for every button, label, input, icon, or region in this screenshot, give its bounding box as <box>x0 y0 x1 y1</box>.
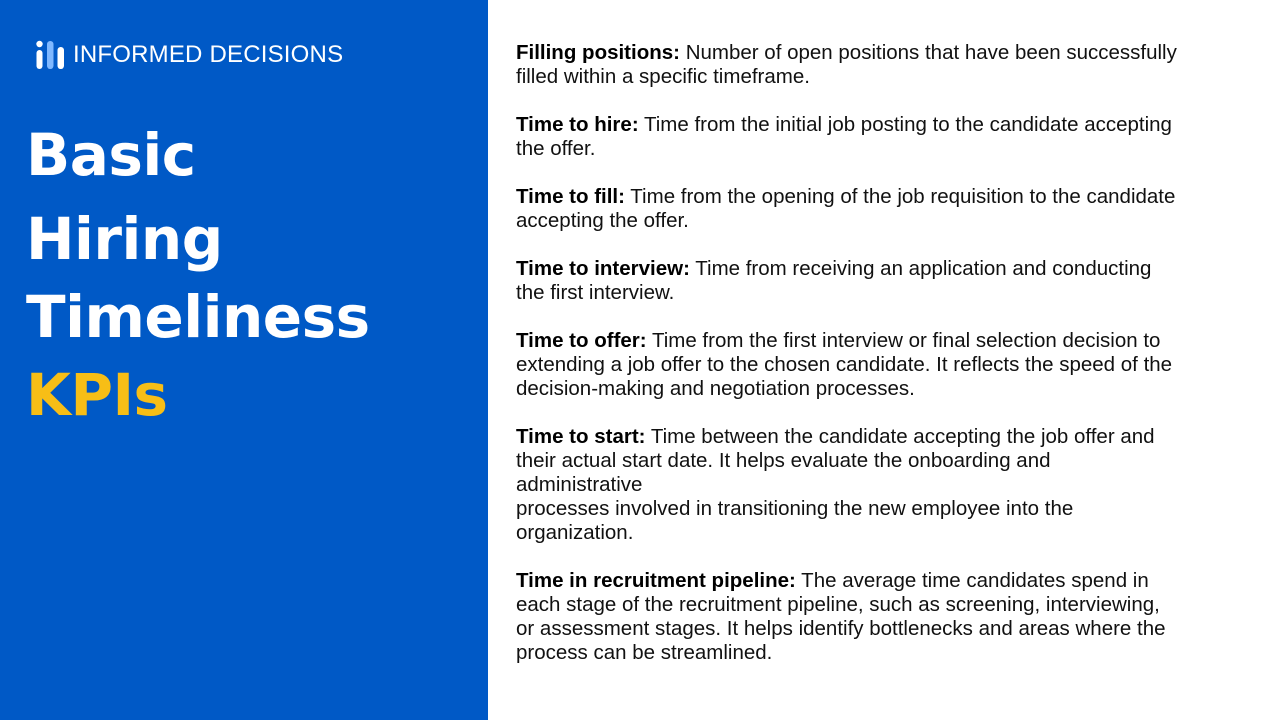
kpi-term: Time to interview: <box>516 257 690 280</box>
kpi-item <box>516 185 1256 233</box>
kpi-line <box>516 521 1256 545</box>
title-line-basic: Basic <box>26 121 196 189</box>
slide-title <box>26 121 370 429</box>
kpi-line <box>516 329 1256 353</box>
kpi-description-text: accepting the offer. <box>516 209 689 232</box>
kpi-item <box>516 257 1256 305</box>
kpi-line <box>516 641 1256 665</box>
kpi-line <box>516 497 1256 521</box>
kpi-description-text: Number of open positions that have been successfully <box>685 41 1177 64</box>
brand-name: INFORMED DECISIONS <box>73 41 344 68</box>
title-line-hiring: Hiring <box>26 205 223 273</box>
kpi-line <box>516 185 1256 209</box>
kpi-description-text: each stage of the recruitment pipeline, such as screening, interviewing, <box>516 593 1160 616</box>
title-panel <box>0 0 488 720</box>
title-line-kpis: KPIs <box>26 361 168 429</box>
kpi-item <box>516 329 1256 401</box>
kpi-description-text: decision-making and negotiation processes. <box>516 377 915 400</box>
kpi-line <box>516 425 1256 449</box>
kpi-line <box>516 617 1256 641</box>
kpi-line <box>516 65 1256 89</box>
kpi-description-text: Time from the first interview or final selection decision to <box>651 329 1161 352</box>
kpi-line <box>516 593 1256 617</box>
kpi-term: Time in recruitment pipeline: <box>516 569 796 592</box>
kpi-description-text: organization. <box>516 521 634 544</box>
bar-chart-logo-icon <box>36 40 65 70</box>
kpi-line <box>516 257 1256 281</box>
kpi-term: Time to offer: <box>516 329 647 352</box>
kpi-item <box>516 569 1256 665</box>
kpi-term: Time to start: <box>516 425 646 448</box>
kpi-line <box>516 209 1256 233</box>
kpi-description-text: the offer. <box>516 137 596 160</box>
title-line-timeliness: Timeliness <box>26 283 370 351</box>
kpi-description-text: extending a job offer to the chosen candidate. It reflects the speed of the <box>516 353 1173 376</box>
kpi-description-text: administrative <box>516 473 643 496</box>
kpi-line <box>516 473 1256 497</box>
content-panel <box>488 0 1280 720</box>
kpi-description-text: filled within a specific timeframe. <box>516 65 810 88</box>
kpi-description-text: or assessment stages. It helps identify bottlenecks and areas where the <box>516 617 1166 640</box>
kpi-description-text: The average time candidates spend in <box>801 569 1149 592</box>
kpi-description-text: Time between the candidate accepting the job offer and <box>650 425 1155 448</box>
kpi-line <box>516 281 1256 305</box>
brand-logo <box>36 40 343 70</box>
kpi-line <box>516 449 1256 473</box>
kpi-term: Time to hire: <box>516 113 639 136</box>
kpi-line <box>516 137 1256 161</box>
kpi-item <box>516 425 1256 545</box>
kpi-description-text: Time from the opening of the job requisition to the candidate <box>630 185 1176 208</box>
kpi-description-text: the first interview. <box>516 281 675 304</box>
kpi-term: Filling positions: <box>516 41 680 64</box>
kpi-line <box>516 569 1256 593</box>
kpi-description-text: processes involved in transitioning the new employee into the <box>516 497 1074 520</box>
kpi-description-text: their actual start date. It helps evaluate the onboarding and <box>516 449 1051 472</box>
kpi-line <box>516 113 1256 137</box>
kpi-description-text: Time from the initial job posting to the candidate accepting <box>643 113 1172 136</box>
kpi-line <box>516 41 1256 65</box>
kpi-definition-list <box>516 41 1256 689</box>
kpi-description-text: process can be streamlined. <box>516 641 773 664</box>
kpi-item <box>516 41 1256 89</box>
kpi-term: Time to fill: <box>516 185 625 208</box>
kpi-line <box>516 377 1256 401</box>
kpi-line <box>516 353 1256 377</box>
kpi-description-text: Time from receiving an application and conducting <box>695 257 1152 280</box>
kpi-item <box>516 113 1256 161</box>
